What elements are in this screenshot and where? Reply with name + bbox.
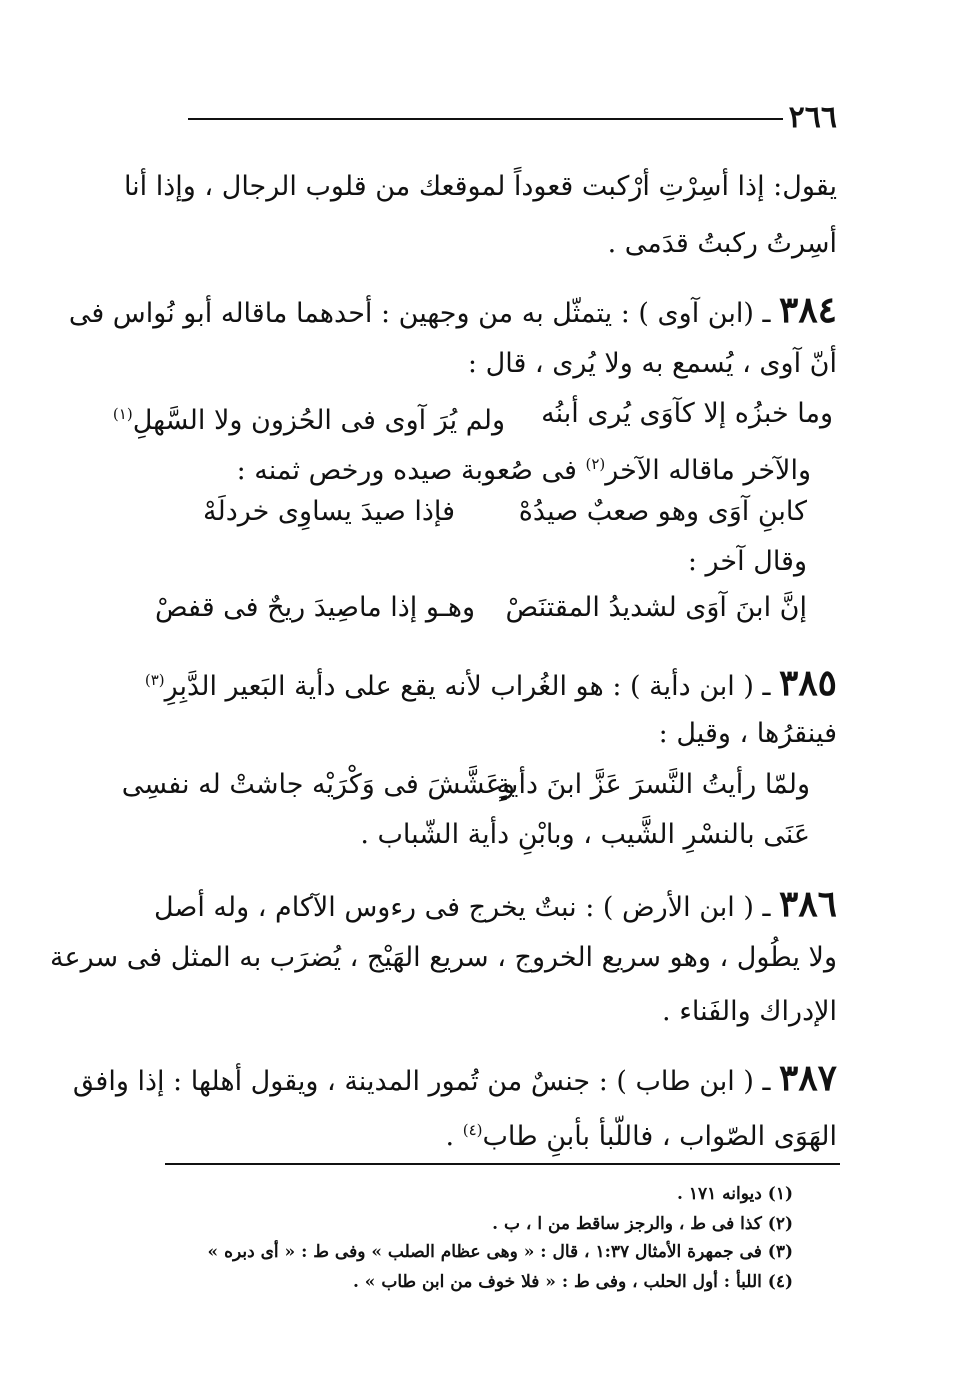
entry-384-verse-3-second: وهـو إذا ماصِيدَ ريحٌ فى قفصْ [154,592,475,623]
entry-386-number: ٣٨٦ [778,883,837,925]
entry-384-line-1 [68,289,837,334]
footnote-4: (٤) اللبأ : أول الحلب ، وفى ط : « فلا خوف من ابن طاب » . [352,1272,793,1292]
entry-385-verse-1-first: ولمّا رأيتُ النَّسرَ عَزَّ ابنَ دأيةٍ [496,769,810,800]
entry-384-verse-2-first: كابنِ آوَى وهو صعبٌ صيدُهْ [518,496,807,527]
intro-line-2: أسِرتُ ركبتُ قدَمى . [607,228,837,259]
entry-385-number: ٣٨٥ [778,662,837,704]
entry-387-line-2-end: . [445,1121,455,1152]
entry-387-line-2 [446,1110,837,1157]
entry-385-line-1 [145,660,837,707]
footnote-ref-1: (١) [112,405,133,423]
entry-384-verse-1-second-text: ولم يُرَ آوى فى الحُزون ولا السَّهلِ [132,405,505,436]
entry-384-line-3 [237,444,811,491]
entry-385-text: ـ ( ابن دأية ) : هو الغُراب لأنه يقع على دأية البَعير الدَّبِرِ [164,671,771,702]
entry-387-text: ـ ( ابن طاب ) : جنسٌ من تُمور المدينة ، ويقول أهلها : إذا وافق [72,1066,771,1097]
footnote-rule [165,1163,840,1165]
entry-385-verse-2: عَنَى بالنسْرِ الشَّيب ، وبابْنِ دأية الشّباب . [360,819,810,850]
entry-387-line-1 [72,1057,837,1102]
entry-387-number: ٣٨٧ [778,1057,837,1099]
entry-384-text: ـ (ابن آوى ) : يتمثّل به من وجهين : أحدهما ماقاله أبو نُواس فى [68,298,771,329]
entry-386-line-1 [153,883,837,928]
entry-384-verse-1-first: وما خبزُه إلا كآوَى يُرى أبنُه [541,398,833,429]
entry-384-verse-2-second: فإذا صيدَ يساوِى خردلَهْ [203,496,455,527]
entry-384-verse-3-first: إنَّ ابنَ آوَى لشديدُ المقتنَصْ [505,592,807,623]
entry-385-line-2: فينقرُها ، وقيل : [658,718,837,749]
entry-386-line-3: الإدراك والفَناء . [662,996,837,1027]
entry-384-line-4: وقال آخر : [687,546,807,577]
entry-387-line-2-text: الهَوَى الصّواب ، فاللّبأ بأبنِ طاب [482,1121,837,1152]
intro-line-1: يقول: إذا أسِرْتِ أرْكبت قعوداً لموقعك من قلوب الرجال ، وإذا أنا [123,171,837,202]
header-rule [188,118,783,120]
entry-385-verse-1-second: وعَشَّشَ فى وَكْرَيْه جاشتْ له نفسِى [121,769,515,800]
footnote-ref-3: (٣) [144,671,165,689]
footnote-1: (١) ديوانه ١٧١ . [677,1184,793,1204]
entry-386-text: ـ ( ابن الأرض ) : نبتٌ يخرج فى رءوس الآكام ، وله أصل [153,892,771,923]
page-number: ٢٦٦ [788,100,837,135]
footnote-3: (٣) فى جمهرة الأمثال ١:٣٧ ، قال : « وهى عظام الصلب » وفى ط : « أى دبره » [207,1242,793,1262]
entry-384-number: ٣٨٤ [778,289,837,331]
footnote-ref-4: (٤) [462,1121,483,1139]
footnote-ref-2: (٢) [585,455,606,473]
entry-384-line-3-rest: فى صُعوبة صيده ورخص ثمنه : [236,455,577,486]
entry-386-line-2: ولا يطُول ، وهو سريع الخروج ، سريع الهَيْج ، يُضرَب به المثل فى سرعة [50,942,837,973]
footnote-2: (٢) كذا فى ط ، والرجز ساقط من ا ، ب . [492,1214,793,1234]
entry-384-verse-1-second [113,394,505,441]
entry-384-line-2: أنّ آوى ، يُسمع به ولا يُرى ، قال : [467,348,837,379]
entry-384-line-3-start: والآخر ماقاله الآخر [605,455,811,486]
